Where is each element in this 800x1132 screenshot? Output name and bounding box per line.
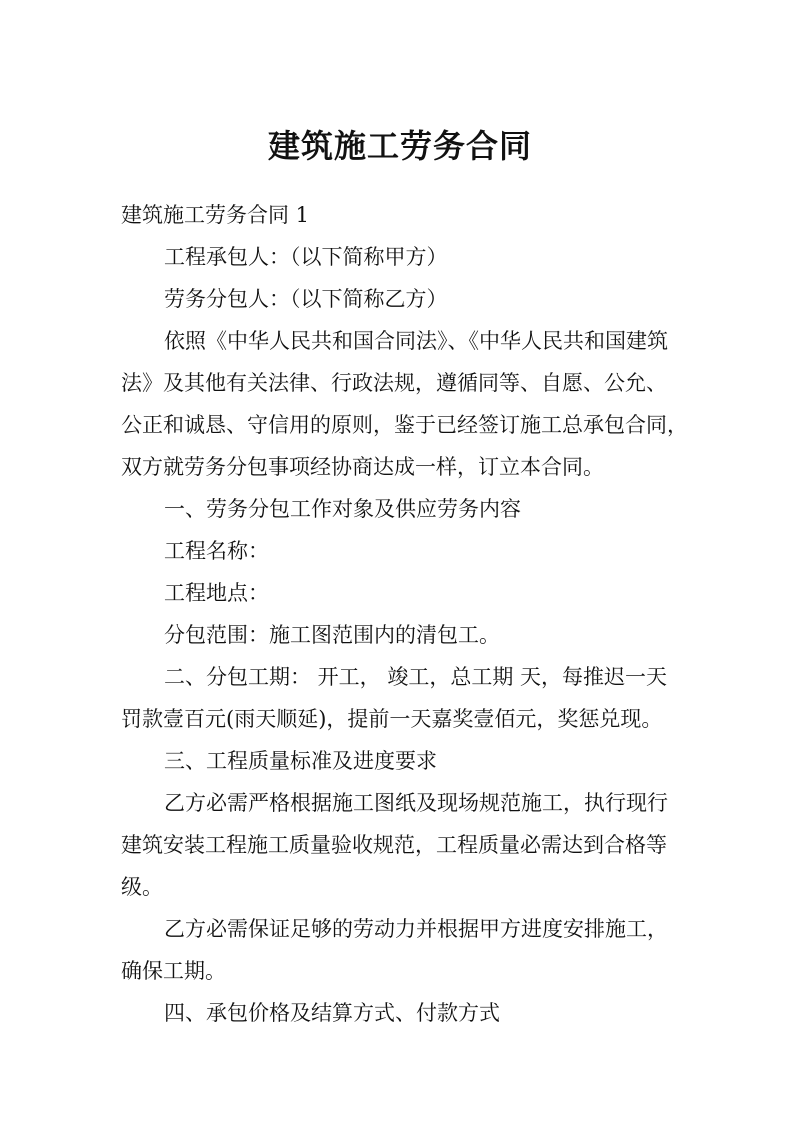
- section-heading: 建筑施工劳务合同 1: [121, 203, 310, 227]
- scope-line: 分包范围：施工图范围内的清包工。: [164, 623, 500, 647]
- document-title: 建筑施工劳务合同: [267, 127, 532, 165]
- clause-heading: 四、承包价格及结算方式、付款方式: [164, 1001, 500, 1025]
- project-name-line: 工程名称：: [164, 539, 269, 563]
- paragraph-line: 乙方必需严格根据施工图纸及现场规范施工，执行现行: [164, 791, 668, 815]
- clause-heading: 三、工程质量标准及进度要求: [164, 749, 437, 773]
- paragraph-line: 双方就劳务分包事项经协商达成一样，订立本合同。: [121, 455, 604, 479]
- paragraph-line: 依照《中华人民共和国合同法》、《中华人民共和国建筑: [164, 329, 668, 353]
- party-b-line: 劳务分包人：（以下简称乙方）: [164, 287, 448, 311]
- paragraph-line: 罚款壹百元(雨天顺延)，提前一天嘉奖壹佰元，奖惩兑现。: [121, 707, 663, 731]
- project-location-line: 工程地点：: [164, 581, 269, 605]
- party-a-line: 工程承包人：（以下简称甲方）: [164, 245, 448, 269]
- paragraph-line: 法》及其他有关法律、行政法规，遵循同等、自愿、公允、: [121, 371, 667, 395]
- paragraph-line: 级。: [121, 875, 163, 899]
- paragraph-line: 确保工期。: [121, 959, 226, 983]
- paragraph-line: 乙方必需保证足够的劳动力并根据甲方进度安排施工，: [164, 917, 668, 941]
- paragraph-line: 公正和诚恳、守信用的原则，鉴于已经签订施工总承包合同，: [121, 413, 688, 437]
- clause-heading: 一、劳务分包工作对象及供应劳务内容: [164, 497, 521, 521]
- clause-heading: 二、分包工期： 开工， 竣工，总工期 天，每推迟一天: [164, 665, 668, 689]
- paragraph-line: 建筑安装工程施工质量验收规范，工程质量必需达到合格等: [121, 833, 667, 857]
